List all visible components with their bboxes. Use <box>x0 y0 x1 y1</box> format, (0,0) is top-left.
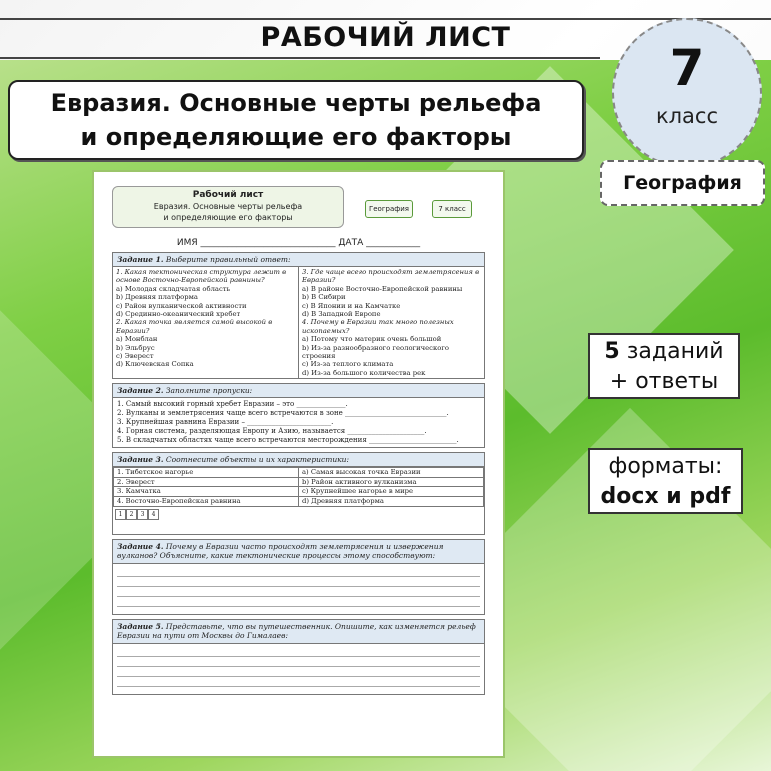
worksheet-topic-line1: Евразия. Основные черты рельефа <box>153 202 303 211</box>
task3-header: Задание 3. Соотнесите объекты и их характеристики: <box>113 453 484 467</box>
worksheet-topic-line2: и определяющие его факторы <box>163 213 293 222</box>
task5-header: Задание 5. Представьте, что вы путешественник. Опишите, как изменяется рельеф Евразии на пути от Москвы до Гималаев: <box>113 620 484 644</box>
task1-header: Задание 1. Выберите правильный ответ: <box>113 253 484 267</box>
topic-title-line2: и определяющие его факторы <box>80 123 512 151</box>
date-label: ДАТА <box>338 238 364 248</box>
task3-answer-grid: 1 2 3 4 <box>115 509 484 520</box>
worksheet-title: Рабочий лист <box>192 190 264 200</box>
worksheet-grade-tag: 7 класс <box>432 200 472 218</box>
task2-items: 1. Самый высокий горный хребет Евразии – это ______________. 2. Вулканы и землетрясения чаще всего встречаются в зоне _____________________________. 3. Крупнейшая равнина Евразии – ________________________. 4. Горная система, разделяющая Европу и Азию, называется ______________________. 5. В складчатых областях чаще всего встречаются месторождения _________________________. <box>117 400 459 445</box>
task3-table: 1. Тибетское нагорье a) Самая высокая точка Евразии 2. Эверест b) Район активного вулканизма 3. Камчатка c) Крупнейшее нагорье в мире 4. Восточно-Европейская равнина d) Древняя платформа <box>113 467 484 506</box>
task2-section <box>112 383 485 448</box>
tasks-word: заданий <box>626 339 724 364</box>
name-date-line: ИМЯ ______________________________ ДАТА ____________ <box>176 238 421 248</box>
worksheet-preview <box>92 170 505 758</box>
worksheet-subject-tag: География <box>365 200 413 218</box>
task4-section <box>112 539 485 615</box>
task1-section <box>112 252 485 379</box>
task1-left-column: 1. Какая тектоническая структура лежит в основе Восточно-Европейской равнины? a) Молодая складчатая область b) Древняя платформа c) Район вулканической активности d) Срединно-океанический хребет 2. Какая точка является самой высокой в Евразии? a) Монблан b) Эльбрус c) Эверест d) Ключевская Сопка <box>116 268 287 369</box>
header-rule <box>0 57 600 59</box>
tasks-extra: + ответы <box>609 369 719 394</box>
task4-answer-lines <box>117 567 480 611</box>
subject-badge: География <box>600 160 765 206</box>
grade-badge <box>612 18 762 168</box>
topic-title-line1: Евразия. Основные черты рельефа <box>50 89 542 117</box>
worksheet-header <box>112 186 485 236</box>
task2-header: Задание 2. Заполните пропуски: <box>113 384 484 398</box>
tasks-count: 5 <box>604 339 620 364</box>
tasks-info-box <box>588 333 740 399</box>
name-label: ИМЯ <box>176 238 198 248</box>
header-rule <box>0 18 771 20</box>
grade-label: класс <box>655 104 719 128</box>
header-title: РАБОЧИЙ ЛИСТ <box>260 22 511 53</box>
grade-number: 7 <box>669 39 705 97</box>
worksheet-title-box <box>112 186 344 228</box>
topic-title-box <box>8 80 584 160</box>
task3-section <box>112 452 485 534</box>
task5-answer-lines <box>117 647 480 691</box>
task1-right-column: 3. Где чаще всего происходят землетрясения в Евразии? a) В районе Восточно-Европейской равнины b) В Сибири c) В Японии и на Камчатке d) В Западной Европе 4. Почему в Евразии так много полезных ископаемых? a) Потому что материк очень большой b) Из-за разнообразного геологического строения c) Из-за теплого климата d) Из-за большого количества рек <box>298 267 484 378</box>
formats-info-box <box>588 448 743 514</box>
formats-label: форматы: <box>608 454 723 479</box>
task5-section <box>112 619 485 695</box>
formats-value: docx и pdf <box>600 484 731 509</box>
task4-header: Задание 4. Почему в Евразии часто происходят землетрясения и извержения вулканов? Объясните, какие тектонические процессы этому способствуют: <box>113 540 484 564</box>
